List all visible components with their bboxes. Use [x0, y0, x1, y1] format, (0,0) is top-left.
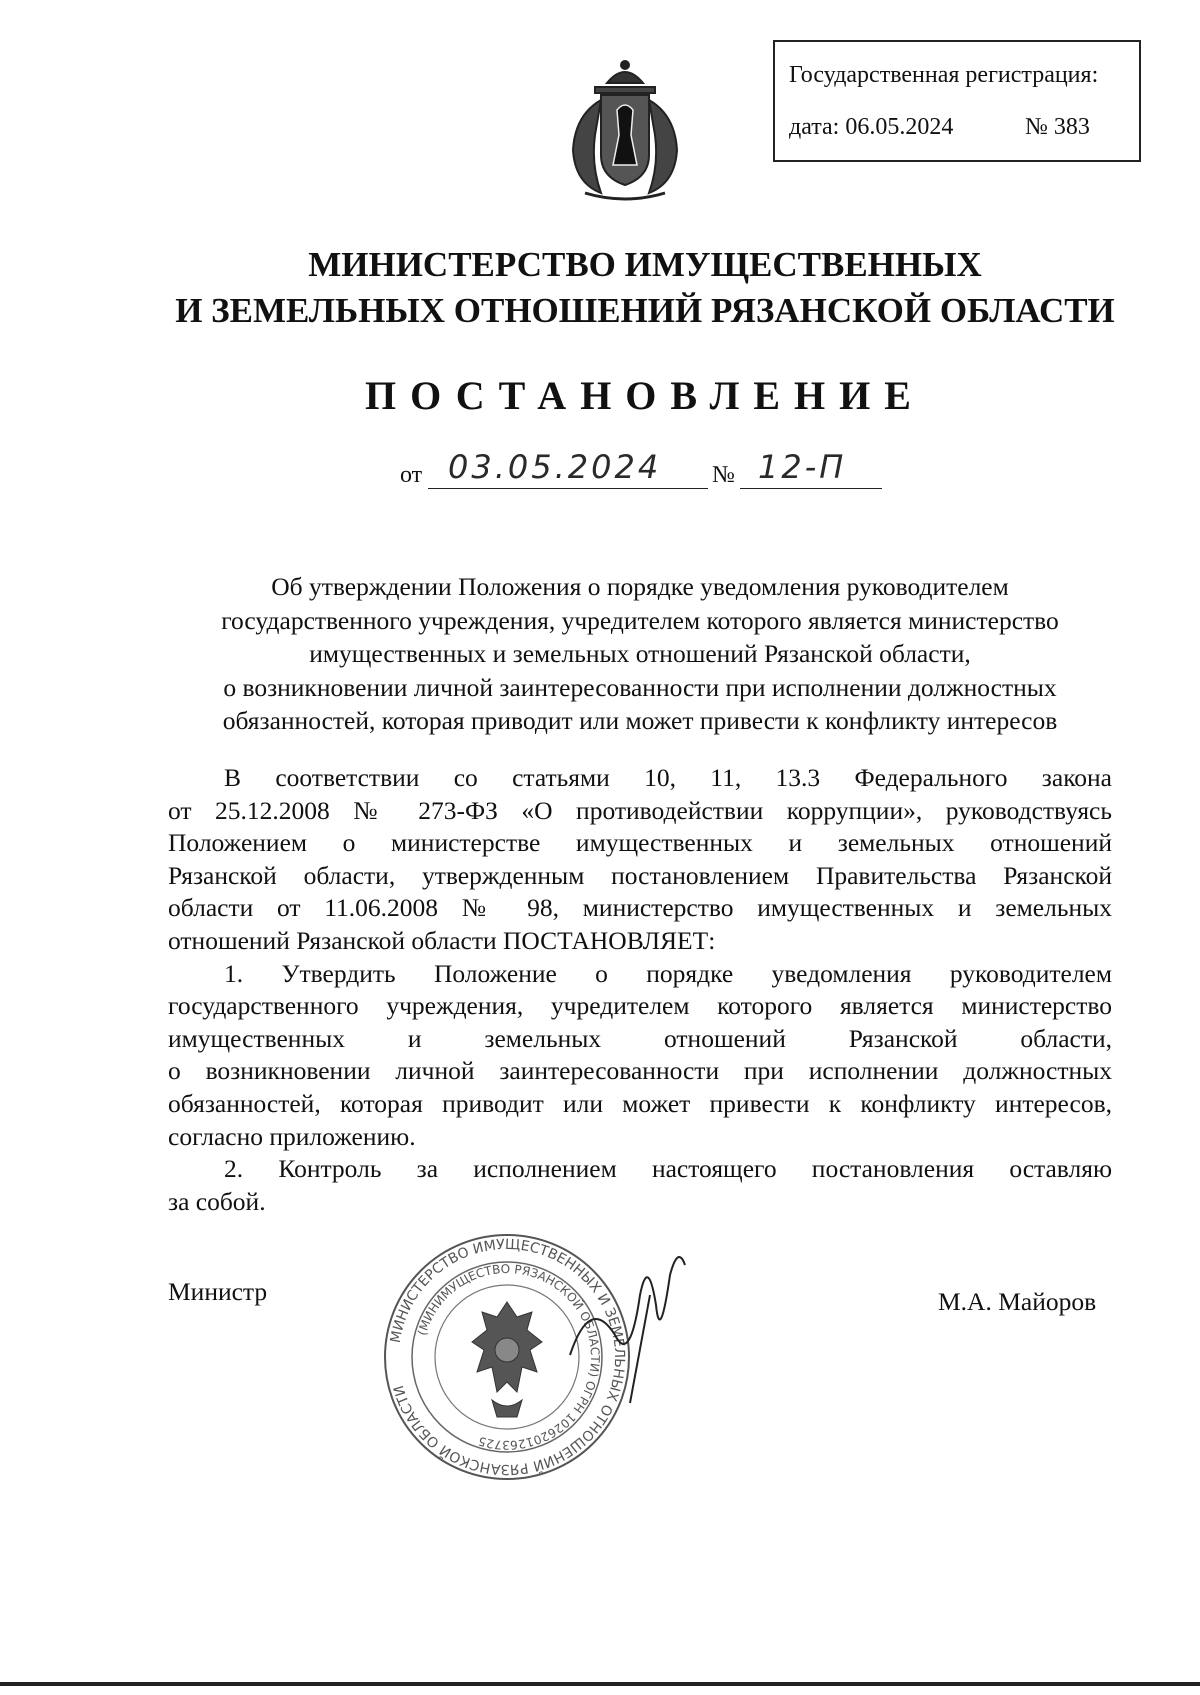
handwritten-number: 12-П	[758, 448, 847, 486]
page-bottom-rule	[0, 1682, 1200, 1686]
registration-box	[773, 40, 1141, 162]
body-line: области от 11.06.2008 № 98, министерство имущественных и земельных	[168, 893, 1112, 923]
ministry-line-1: МИНИСТЕРСТВО ИМУЩЕСТВЕННЫХ	[308, 245, 982, 284]
body-line: обязанностей, которая приводит или может привести к конфликту интересов,	[168, 1088, 1112, 1118]
body-line: о возникновении личной заинтересованности при исполнении должностных	[168, 1056, 1112, 1086]
ministry-name	[0, 242, 1200, 334]
signatory-name: М.А. Майоров	[938, 1287, 1097, 1316]
document-title	[160, 570, 1120, 738]
signatory-position: Министр	[168, 1277, 268, 1306]
date-from-label: от	[400, 462, 423, 488]
body-line: согласно приложению.	[168, 1121, 416, 1151]
handwritten-signature-icon	[560, 1235, 700, 1405]
registration-number: № 383	[1025, 114, 1090, 140]
title-line: государственного учреждения, учредителем которого является министерство	[221, 605, 1059, 635]
title-line: Об утверждении Положения о порядке уведомления руководителем	[271, 572, 1009, 601]
document-type: ПОСТАНОВЛЕНИЕ	[365, 373, 925, 418]
handwritten-date: 03.05.2024	[448, 448, 662, 486]
document-body	[168, 762, 1112, 1218]
number-label: №	[712, 462, 735, 488]
body-line: 2. Контроль за исполнением настоящего постановления оставляю	[224, 1154, 1112, 1184]
svg-text:МИНИСТЕРСТВО ИМУЩЕСТВЕННЫХ И З: МИНИСТЕРСТВО ИМУЩЕСТВЕННЫХ И ЗЕМЕЛЬНЫХ ОТНОШЕНИЙ РЯЗАНСКОЙ ОБЛАСТИ	[387, 1236, 628, 1478]
ministry-line-2: И ЗЕМЕЛЬНЫХ ОТНОШЕНИЙ РЯЗАНСКОЙ ОБЛАСТИ	[175, 291, 1115, 330]
body-line: 1. Утвердить Положение о порядке уведомления руководителем	[224, 958, 1112, 988]
title-line: имущественных и земельных отношений Рязанской области,	[309, 639, 971, 668]
date-underline	[428, 488, 708, 489]
title-line: о возникновении личной заинтересованности при исполнении должностных	[223, 672, 1057, 702]
ryazan-coat-of-arms-icon	[555, 55, 695, 205]
number-underline	[740, 488, 882, 489]
body-line: Положением о министерстве имущественных и земельных отношений	[168, 828, 1112, 858]
registration-date: дата: 06.05.2024	[789, 114, 954, 140]
body-line: отношений Рязанской области ПОСТАНОВЛЯЕТ:	[168, 925, 716, 955]
title-line: обязанностей, которая приводит или может привести к конфликту интересов	[222, 706, 1058, 735]
svg-text:(МИНИМУЩЕСТВО РЯЗАНСКОЙ ОБЛАСТ: (МИНИМУЩЕСТВО РЯЗАНСКОЙ ОБЛАСТИ) ОГРН 1026201263725	[415, 1261, 603, 1453]
body-line: от 25.12.2008 № 273-ФЗ «О противодействии коррупции», руководствуясь	[168, 795, 1112, 825]
body-line: государственного учреждения, учредителем которого является министерство	[168, 991, 1112, 1021]
registration-title: Государственная регистрация:	[789, 62, 1099, 88]
body-line: В соответствии со статьями 10, 11, 13.3 Федерального закона	[224, 763, 1112, 792]
body-line: Рязанской области, утвержденным постановлением Правительства Рязанской	[168, 860, 1112, 890]
body-line: имущественных и земельных отношений Рязанской области,	[168, 1023, 1112, 1053]
body-line: за собой.	[168, 1186, 266, 1216]
